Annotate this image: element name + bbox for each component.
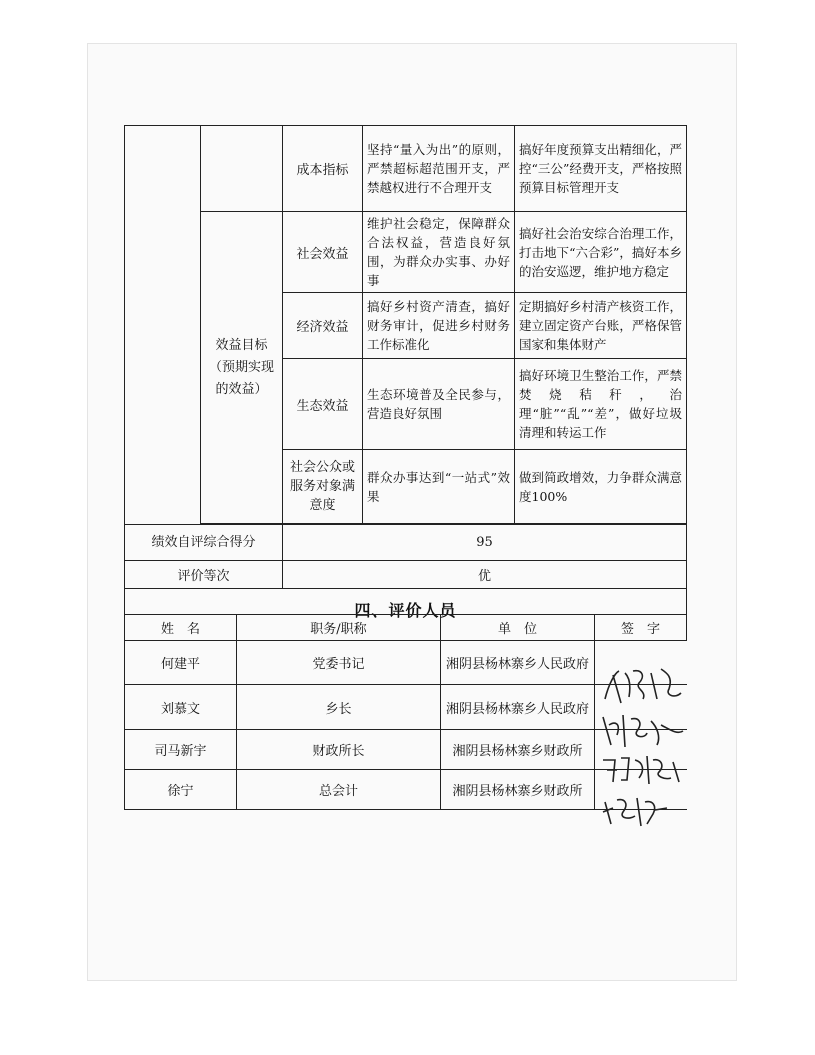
evaluator-title: 党委书记 <box>237 641 441 685</box>
evaluator-name: 何建平 <box>125 641 237 685</box>
blank-cell <box>201 126 283 212</box>
benefit-table <box>124 125 687 630</box>
indicator-cell: 生态效益 <box>283 359 363 450</box>
performance-cell: 做到简政增效，力争群众满意度100% <box>515 450 687 524</box>
handwritten-signature <box>595 790 687 830</box>
target-cell: 生态环境普及全民参与，营造良好氛围 <box>363 359 515 450</box>
signature-cell <box>595 641 687 685</box>
evaluator-title: 乡长 <box>237 685 441 730</box>
header-title: 职务/职称 <box>237 615 441 641</box>
handwritten-signature <box>595 663 687 707</box>
target-cell: 维护社会稳定，保障群众合法权益，营造良好氛围，为群众办实事、办好事 <box>363 212 515 293</box>
table-row <box>125 212 687 293</box>
target-cell: 坚持“量入为出”的原则，严禁超标超范围开支，严禁越权进行不合理开支 <box>363 126 515 212</box>
evaluator-title: 总会计 <box>237 770 441 810</box>
performance-cell: 搞好年度预算支出精细化，严控“三公”经费开支，严格按照预算目标管理开支 <box>515 126 687 212</box>
performance-cell: 定期搞好乡村清产核资工作，建立固定资产台账，严格保管国家和集体财产 <box>515 293 687 359</box>
handwritten-signature <box>595 750 687 790</box>
evaluator-table <box>124 614 687 810</box>
evaluator-name: 刘慕文 <box>125 685 237 730</box>
grade-label: 评价等次 <box>125 561 283 589</box>
target-cell: 搞好乡村资产清查，搞好财务审计，促进乡村财务工作标准化 <box>363 293 515 359</box>
indicator-cell: 社会效益 <box>283 212 363 293</box>
table-row <box>125 126 687 212</box>
benefit-label: 效益目标（预期实现的效益） <box>201 212 283 524</box>
target-cell: 群众办事达到“一站式”效果 <box>363 450 515 524</box>
grade-value: 优 <box>283 561 687 589</box>
indicator-cell: 社会公众或服务对象满意度 <box>283 450 363 524</box>
grade-row <box>125 561 687 589</box>
evaluator-unit: 湘阴县杨林寨乡人民政府 <box>441 685 595 730</box>
handwritten-signature <box>595 707 687 752</box>
evaluator-unit: 湘阴县杨林寨乡人民政府 <box>441 641 595 685</box>
header-unit: 单 位 <box>441 615 595 641</box>
score-row <box>125 525 687 561</box>
evaluator-name: 徐宁 <box>125 770 237 810</box>
performance-cell: 搞好社会治安综合治理工作，打击地下“六合彩”，搞好本乡的治安巡逻，维护地方稳定 <box>515 212 687 293</box>
score-value: 95 <box>283 525 687 561</box>
score-label: 绩效自评综合得分 <box>125 525 283 561</box>
indicator-cell: 成本指标 <box>283 126 363 212</box>
blank-category-cell <box>125 126 201 525</box>
indicator-cell: 经济效益 <box>283 293 363 359</box>
table-row <box>125 641 687 685</box>
section-heading: 四、评价人员 <box>125 589 687 630</box>
header-name: 姓 名 <box>125 615 237 641</box>
evaluator-unit: 湘阴县杨林寨乡财政所 <box>441 730 595 770</box>
header-signature: 签 字 <box>595 615 687 641</box>
table-header-row <box>125 615 687 641</box>
evaluator-name: 司马新宇 <box>125 730 237 770</box>
performance-cell: 搞好环境卫生整治工作，严禁焚烧秸秆，治理“脏”“乱”“差”，做好垃圾清理和转运工作 <box>515 359 687 450</box>
evaluator-title: 财政所长 <box>237 730 441 770</box>
evaluator-unit: 湘阴县杨林寨乡财政所 <box>441 770 595 810</box>
